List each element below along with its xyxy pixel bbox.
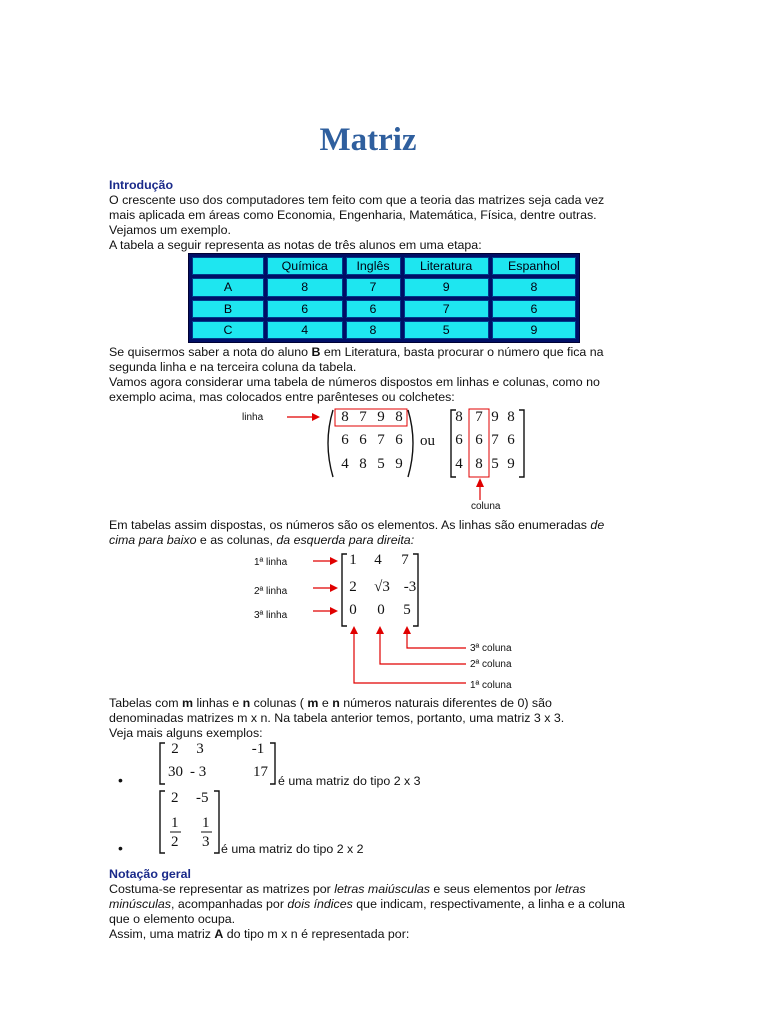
paragraph-nota-line-4: exemplo acima, mas colocados entre parênteses ou colchetes: (109, 390, 455, 404)
table-cell: 4 (267, 321, 343, 339)
matrix-cell: 6 (455, 432, 463, 448)
section-heading-introducao: Introdução (109, 178, 174, 192)
matrix-cell: 9 (507, 456, 515, 472)
table-header-cell: Literatura (404, 257, 489, 275)
matrix-cell: -5 (196, 790, 209, 806)
matrix-cell: 6 (395, 432, 403, 448)
matrix-cell: 4 (341, 456, 349, 472)
matrix-cell: 9 (395, 456, 403, 472)
matrix-cell: 7 (377, 432, 385, 448)
table-cell: 5 (404, 321, 489, 339)
matrix-cell: 17 (253, 764, 268, 780)
matrix-cell: 1 (349, 552, 357, 568)
intro-paragraph-line-2: mais aplicada em áreas como Economia, Engenharia, Matemática, Física, dentre outras. (109, 208, 597, 222)
intro-paragraph-line-4: A tabela a seguir representa as notas de três alunos em uma etapa: (109, 238, 482, 252)
matrix-cell: 0 (349, 602, 357, 618)
col-label-3: 3ª coluna (470, 643, 512, 654)
matrix-cell: 8 (475, 456, 483, 472)
coluna-label: coluna (471, 501, 501, 512)
elements-paragraph-line-2: cima para baixo e as colunas, da esquerda para direita: (109, 533, 415, 547)
fraction-numerator: 1 (171, 815, 179, 831)
matrix-cell: 5 (377, 456, 385, 472)
example-1-caption: é uma matriz do tipo 2 x 3 (278, 774, 421, 788)
table-cell: 7 (404, 300, 489, 318)
matrix-cell: 30 (168, 764, 183, 780)
matrix-cell: -1 (251, 741, 265, 757)
paragraph-nota-line-3: Vamos agora considerar uma tabela de números dispostos em linhas e colunas, como no (109, 375, 600, 389)
matrix-cell: 7 (359, 409, 367, 425)
linha-label: linha (242, 412, 264, 423)
bullet-icon: • (118, 840, 123, 856)
matrix-cell: 4 (455, 456, 463, 472)
paragraph-nota-line-1: Se quisermos saber a nota do aluno B em Literatura, basta procurar o número que fica na (109, 345, 604, 359)
mxn-paragraph-line-1: Tabelas com m linhas e n colunas ( m e n números naturais diferentes de 0) são (109, 696, 552, 710)
row-label-2: 2ª linha (254, 586, 288, 597)
mxn-paragraph-line-3: Veja mais alguns exemplos: (109, 726, 263, 740)
matrix-cell: 6 (341, 432, 349, 448)
table-cell: 8 (267, 278, 343, 296)
table-cell: 6 (346, 300, 401, 318)
matrix-cell: 5 (403, 602, 411, 618)
col-label-1: 1ª coluna (470, 680, 512, 691)
table-header-cell: Espanhol (492, 257, 576, 275)
ou-label: ou (420, 433, 435, 449)
table-cell: 6 (267, 300, 343, 318)
table-cell: 8 (492, 278, 576, 296)
notation-paragraph-line-2: minúsculas, acompanhadas por dois índices que indicam, respectivamente, a linha e a coluna (109, 897, 625, 911)
matrix-cell: 9 (377, 409, 385, 425)
matrix-cell: 8 (455, 409, 463, 425)
matrix-cell: 4 (374, 552, 382, 568)
table-header-cell: Inglês (346, 257, 401, 275)
notation-paragraph-line-1: Costuma-se representar as matrizes por letras maiúsculas e seus elementos por letras (109, 882, 586, 896)
table-cell: 9 (404, 278, 489, 296)
matrix-cell: 8 (359, 456, 367, 472)
elements-paragraph-line-1: Em tabelas assim dispostas, os números são os elementos. As linhas são enumeradas de (109, 518, 605, 532)
matrix-cell: 0 (377, 602, 385, 618)
fraction-denominator: 3 (202, 834, 210, 850)
matrix-cell: 6 (359, 432, 367, 448)
matrix-cell: 6 (475, 432, 483, 448)
table-cell: 9 (492, 321, 576, 339)
matrix-cell: 8 (341, 409, 349, 425)
fraction-denominator: 2 (171, 834, 179, 850)
matrix-cell: √3 (374, 579, 390, 595)
table-cell: 7 (346, 278, 401, 296)
row-label-3: 3ª linha (254, 610, 288, 621)
matrix-cell: 8 (395, 409, 403, 425)
intro-paragraph-line-3: Vejamos um exemplo. (109, 223, 231, 237)
matrix-cell: 3 (196, 741, 204, 757)
matrix-cell: 2 (171, 790, 179, 806)
table-cell: 8 (346, 321, 401, 339)
table-cell: C (192, 321, 264, 339)
table-header-cell: Química (267, 257, 343, 275)
matrix-cell: 9 (491, 409, 499, 425)
intro-paragraph-line-1: O crescente uso dos computadores tem feito com que a teoria das matrizes seja cada vez (109, 193, 605, 207)
row-label-1: 1ª linha (254, 557, 288, 568)
mxn-paragraph-line-2: denominadas matrizes m x n. Na tabela anterior temos, portanto, uma matriz 3 x 3. (109, 711, 565, 725)
matrix-cell: 2 (171, 741, 179, 757)
matrix-cell: - 3 (190, 764, 207, 780)
fraction-numerator: 1 (202, 815, 210, 831)
matrix-cell: 7 (475, 409, 483, 425)
table-cell: A (192, 278, 264, 296)
example-2-caption: é uma matriz do tipo 2 x 2 (221, 842, 364, 856)
paragraph-nota-line-2: segunda linha e na terceira coluna da tabela. (109, 360, 357, 374)
section-heading-notacao: Notação geral (109, 867, 191, 881)
matrix-cell: 5 (491, 456, 499, 472)
notation-paragraph-line-3: que o elemento ocupa. (109, 912, 236, 926)
page-title: Matriz (319, 122, 417, 158)
matrix-cell: 7 (401, 552, 409, 568)
table-cell: B (192, 300, 264, 318)
matrix-cell: -3 (403, 579, 417, 595)
matrix-cell: 2 (349, 579, 357, 595)
notation-paragraph-line-4: Assim, uma matriz A do tipo m x n é representada por: (109, 927, 410, 941)
table-cell: 6 (492, 300, 576, 318)
matrix-cell: 8 (507, 409, 515, 425)
matrix-cell: 6 (507, 432, 515, 448)
bullet-icon: • (118, 772, 123, 788)
col-label-2: 2ª coluna (470, 659, 512, 670)
matrix-cell: 7 (491, 432, 499, 448)
